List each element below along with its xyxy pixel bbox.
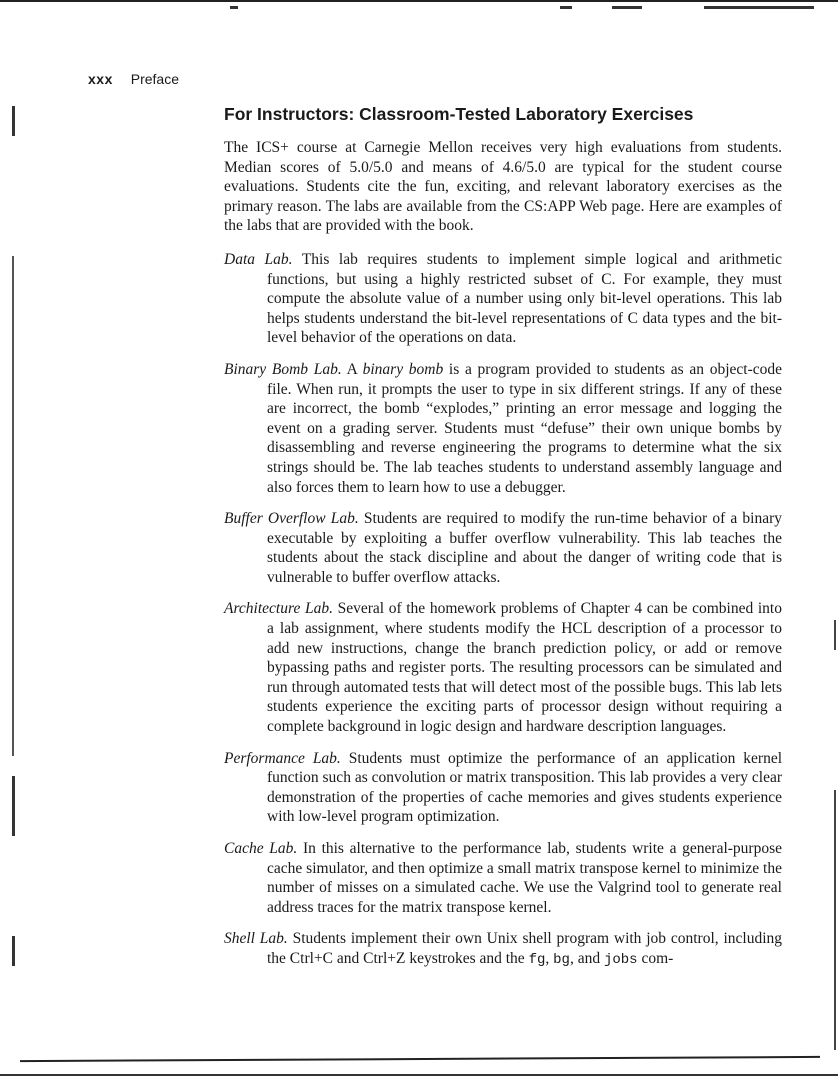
scan-mark: [834, 620, 836, 650]
scan-line: [20, 1056, 820, 1062]
scan-line: [0, 1074, 838, 1076]
lab-name: Data Lab.: [224, 250, 293, 268]
lab-description: In this alternative to the performance lab, students write a general-purpose cache simulator, and then optimize a small matrix transpose kernel to minimize the number of misses on a simulated cache. We use the Valgrind tool to generate real address traces for the matrix transpose kernel.: [267, 840, 783, 916]
scan-mark: [704, 6, 814, 9]
lab-entry-shell: [224, 929, 782, 970]
lab-name: Architecture Lab.: [224, 600, 333, 618]
lab-description: Several of the homework problems of Chapter 4 can be combined into a lab assignment, where students modify the HCL description of a processor to add new instructions, change the branch prediction policy, or add or remove bypassing paths and register ports. The resulting processors can be simulated and run through automated tests that will detect most of the possible bugs. This lab lets students experience the exciting parts of processor design without requiring a complete background in logic design and hardware description languages.: [267, 600, 782, 736]
page-number: xxx: [88, 71, 113, 87]
code-term: bg: [553, 951, 570, 968]
code-term: fg: [528, 951, 546, 968]
scan-mark: [12, 256, 14, 756]
scan-bottom-edge: [0, 1048, 838, 1084]
lab-entry-performance: [224, 749, 782, 827]
lab-name: Buffer Overflow Lab.: [224, 510, 359, 528]
text-run: ,: [545, 949, 554, 967]
lab-name: Shell Lab.: [224, 930, 288, 948]
lab-entry-cache: [224, 839, 782, 917]
emphasized-term: binary bomb: [362, 360, 444, 378]
scan-right-edge: [832, 0, 838, 1084]
page-body: [224, 138, 782, 983]
lab-description: This lab requires students to implement simple logical and arithmetic functions, but using a highly restricted subset of C. For example, they must compute the absolute value of a number using only bit-level operations. This lab helps students understand the bit-level representations of C data types and the bit-level behavior of the operations on data.: [267, 250, 782, 347]
code-term: jobs: [603, 951, 638, 968]
running-head-title: Preface: [130, 71, 179, 87]
scan-top-edge: [0, 0, 838, 10]
scan-mark: [230, 6, 238, 9]
text-run: A: [346, 360, 363, 378]
lab-entry-architecture: [224, 599, 782, 736]
lab-name: Cache Lab.: [224, 840, 298, 857]
lab-entry-binary-bomb: [224, 360, 782, 497]
lab-description: [267, 361, 782, 496]
lab-name: Binary Bomb Lab.: [224, 360, 342, 378]
section-title: For Instructors: Classroom-Tested Laboratory Exercises: [224, 104, 694, 124]
scan-mark: [834, 790, 836, 1050]
text-run: com-: [637, 949, 674, 967]
scan-left-edge: [4, 6, 7, 1046]
text-run: is a program provided to students as an object-code file. When run, it prompts the user to type in six different strings. If any of these are incorrect, the bomb “explodes,” printing an error message and logging the event on a grading server. Students must “defuse” their own unique bombs by disassembling and reverse engineering the programs to determine what the six strings should be. The lab teaches students to understand assembly language and also forces them to learn how to use a debugger.: [267, 360, 782, 496]
text-run: , and: [569, 949, 604, 967]
lab-description: [267, 930, 782, 967]
scan-mark: [560, 6, 572, 9]
scan-mark: [12, 776, 15, 836]
lab-description: Students are required to modify the run-time behavior of a binary executable by exploiting a buffer overflow vulnerability. This lab teaches the students about the stack discipline and about the danger of writing code that is vulnerable to buffer overflow attacks.: [267, 510, 783, 586]
scan-mark: [612, 6, 642, 9]
lab-entry-data: [224, 250, 782, 348]
lab-description: Students must optimize the performance of an application kernel function such as convolution or matrix transposition. This lab provides a very clear demonstration of the properties of cache memories and gives students experience with low-level program optimization.: [267, 749, 783, 826]
scan-mark: [12, 106, 15, 136]
lab-name: Performance Lab.: [224, 749, 341, 767]
scan-mark: [12, 936, 15, 966]
intro-paragraph: The ICS+ course at Carnegie Mellon receives very high evaluations from students. Median scores of 5.0/5.0 and means of 4.6/5.0 are typical for the student course evaluations. Students cite the fun, exciting, and relevant laboratory exercises as the primary reason. The labs are available from the CS:APP Web page. Here are examples of the labs that are provided with the book.: [224, 139, 782, 235]
lab-entry-buffer-overflow: [224, 509, 782, 587]
running-head: [88, 71, 179, 87]
text-run: Students implement their own Unix shell program with job control, including the Ctrl+C and Ctrl+Z keystrokes and the: [267, 930, 782, 967]
